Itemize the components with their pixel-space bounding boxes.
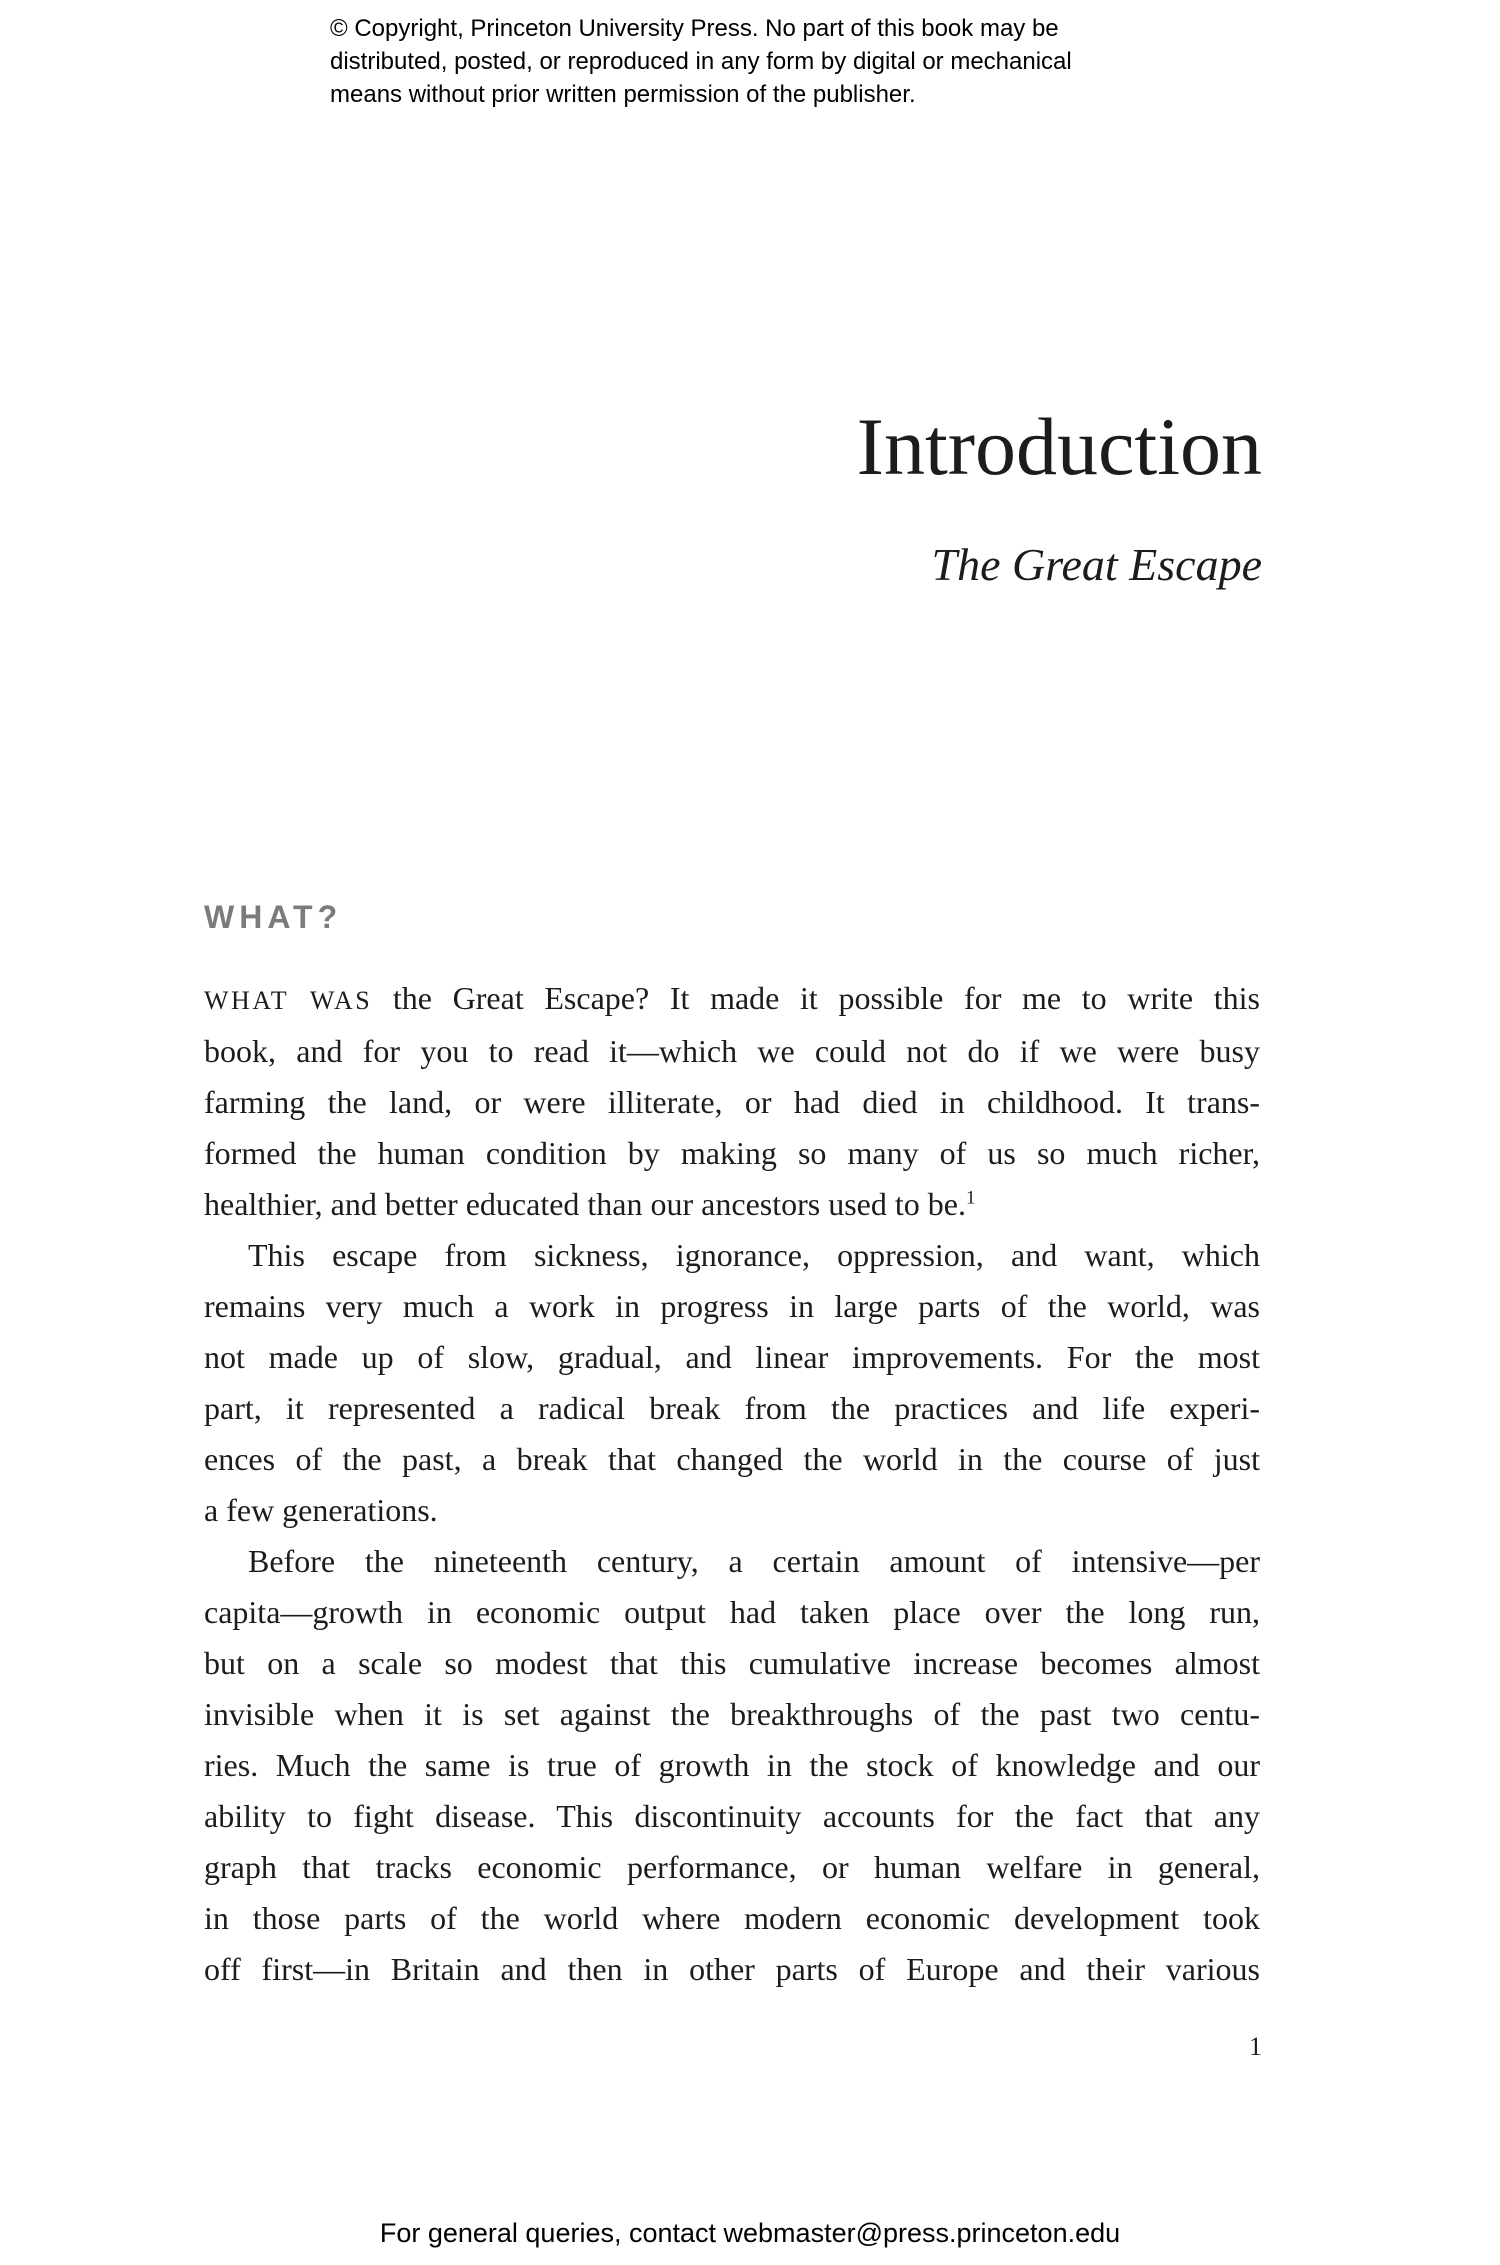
body-line: capita—growth in economic output had taken place over the long run, xyxy=(204,1594,1260,1630)
body-line: remains very much a work in progress in large parts of the world, was xyxy=(204,1288,1260,1324)
chapter-title: Introduction xyxy=(856,401,1262,492)
body-line: farming the land, or were illiterate, or had died in childhood. It trans- xyxy=(204,1084,1260,1120)
body-text xyxy=(204,973,1260,1995)
body-line: but on a scale so modest that this cumulative increase becomes almost xyxy=(204,1645,1260,1681)
footnote-reference: 1 xyxy=(965,1187,976,1209)
body-line: healthier, and better educated than our ancestors used to be.$^1$ xyxy=(204,1186,976,1222)
copyright-line: distributed, posted, or reproduced in any form by digital or mechanical xyxy=(330,48,1072,75)
chapter-subtitle: The Great Escape xyxy=(931,539,1262,590)
body-line: off first—in Britain and then in other parts of Europe and their various xyxy=(204,1951,1260,1987)
copyright-notice xyxy=(330,12,1072,111)
body-line: book, and for you to read it—which we could not do if we were busy xyxy=(204,1033,1260,1069)
section-heading: WHAT? xyxy=(204,899,343,935)
body-line: WHAT WAS the Great Escape? It made it possible for me to write this xyxy=(204,980,1260,1016)
body-line: in those parts of the world where modern economic development took xyxy=(204,1900,1260,1936)
body-line: invisible when it is set against the breakthroughs of the past two centu- xyxy=(204,1696,1260,1732)
body-line: Before the nineteenth century, a certain amount of intensive—per xyxy=(248,1543,1260,1579)
copyright-line: means without prior written permission of the publisher. xyxy=(330,81,916,108)
body-line: graph that tracks economic performance, or human welfare in general, xyxy=(204,1849,1260,1885)
body-line: not made up of slow, gradual, and linear improvements. For the most xyxy=(204,1339,1260,1375)
body-line: ences of the past, a break that changed the world in the course of just xyxy=(204,1441,1260,1477)
page-number: 1 xyxy=(1249,2032,1262,2061)
body-line: ability to fight disease. This discontinuity accounts for the fact that any xyxy=(204,1798,1260,1834)
body-line: ries. Much the same is true of growth in the stock of knowledge and our xyxy=(204,1747,1260,1783)
body-line: part, it represented a radical break from the practices and life experi- xyxy=(204,1390,1260,1426)
body-line: formed the human condition by making so many of us so much richer, xyxy=(204,1135,1260,1171)
smallcaps-lead: WHAT WAS xyxy=(204,986,373,1015)
copyright-line: © Copyright, Princeton University Press. No part of this book may be xyxy=(330,15,1059,42)
body-line: This escape from sickness, ignorance, oppression, and want, which xyxy=(248,1237,1260,1273)
body-line: a few generations. xyxy=(204,1492,438,1528)
footer-query-note: For general queries, contact webmaster@press.princeton.edu xyxy=(379,2218,1121,2248)
